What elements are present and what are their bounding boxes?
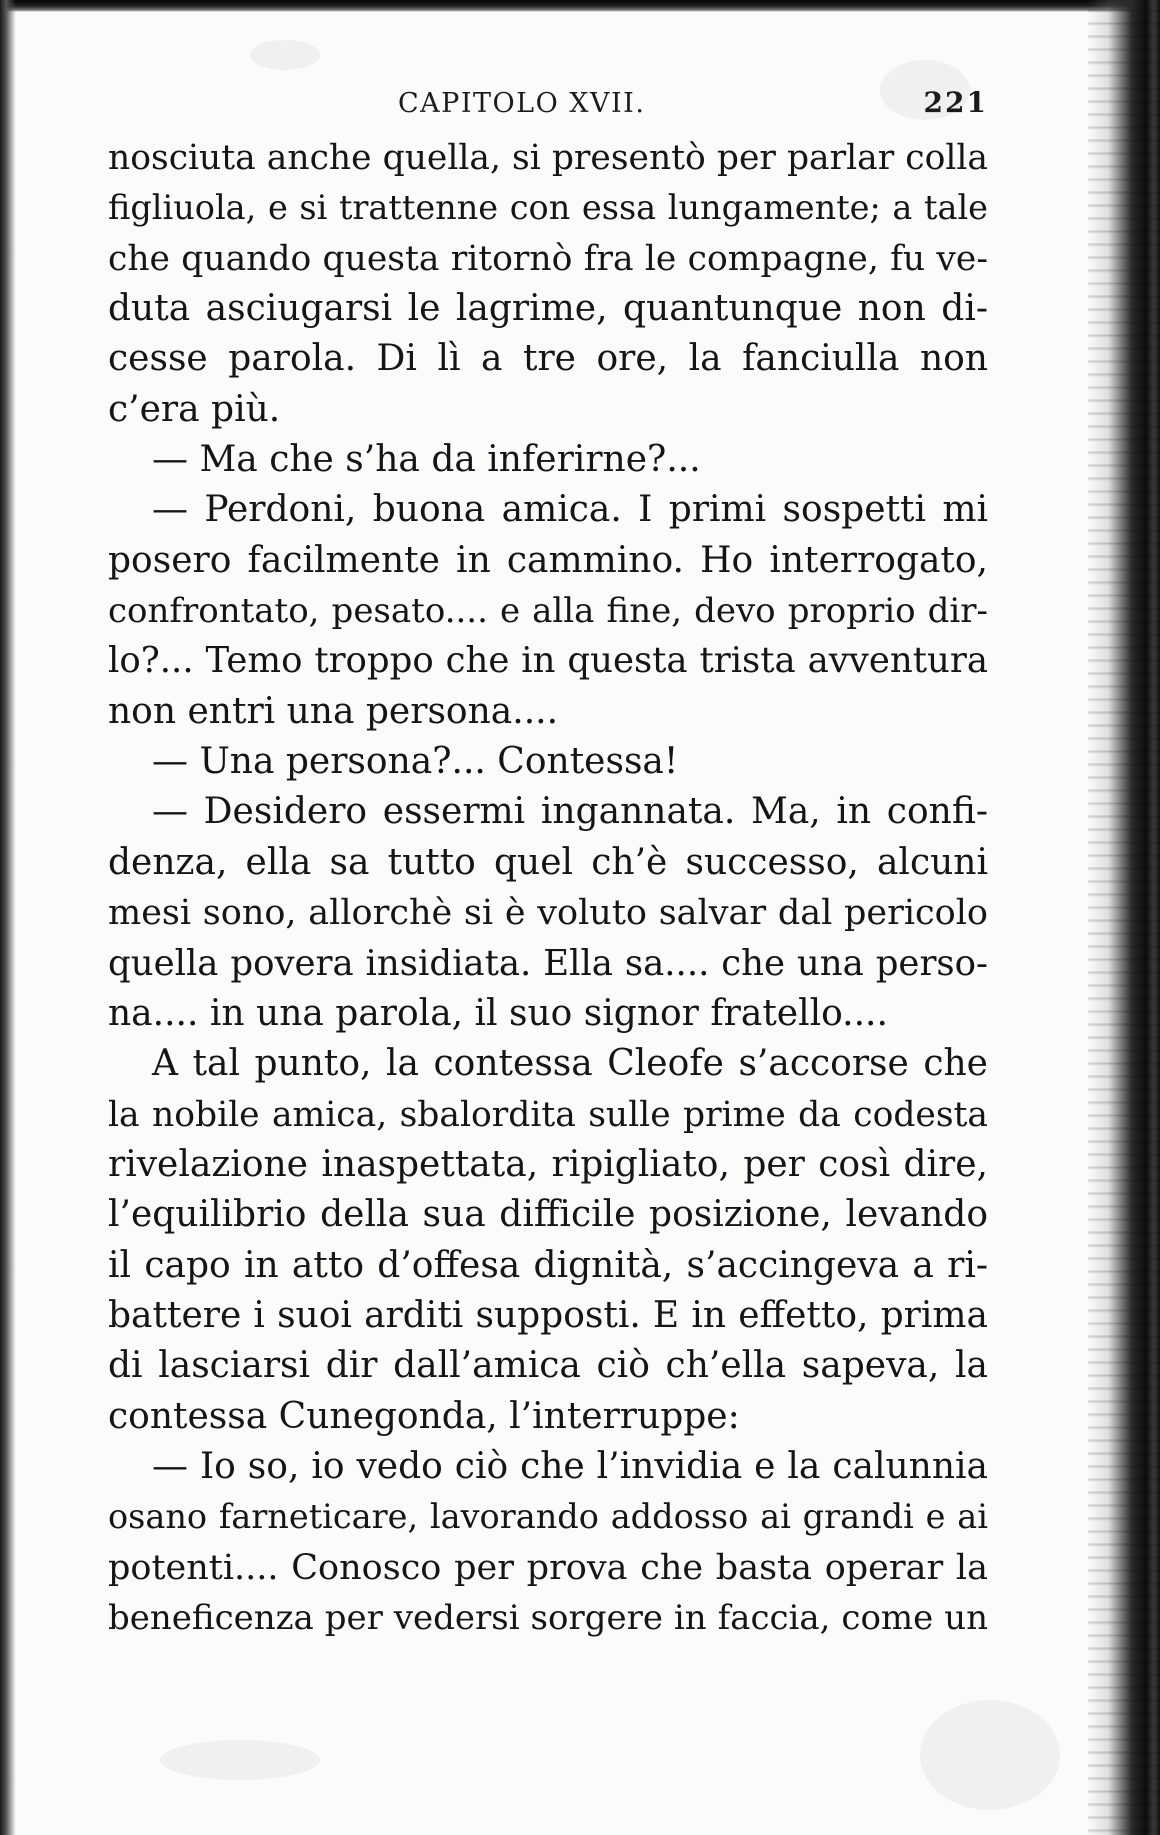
text-line: di lasciarsi dir dall’amica ciò ch’ella sapeva, la <box>108 1345 988 1387</box>
text-line: il capo in atto d’offesa dignità, s’accingeva a ri- <box>108 1244 988 1286</box>
body-text <box>108 133 988 1643</box>
text-line: l’equilibrio della sua difficile posizione, levando <box>108 1194 988 1236</box>
text-line: mesi sono, allorchè si è voluto salvar dal pericolo <box>108 893 988 934</box>
paper-smudge <box>920 1700 1060 1810</box>
text-line: osano farneticare, lavorando addosso ai grandi e ai <box>108 1497 988 1537</box>
dialogue-line: — Io so, io vedo ciò che l’invidia e la calunnia <box>152 1445 988 1487</box>
paper-smudge <box>160 1740 320 1780</box>
dialogue-line: — Desidero essermi ingannata. Ma, in confi- <box>152 791 988 833</box>
running-head <box>108 82 988 122</box>
text-line: figliuola, e si trattenne con essa lungamente; a tale <box>108 188 988 228</box>
text-line: denza, ella sa tutto quel ch’è successo, alcuni <box>108 841 988 883</box>
paragraph-start-line: A tal punto, la contessa Cleofe s’accorse che <box>152 1043 988 1085</box>
text-line: beneficenza per vedersi sorgere in faccia, come un <box>108 1597 988 1638</box>
scan-top-edge <box>0 0 1160 12</box>
text-line: quella povera insidiata. Ella sa.... che una perso- <box>108 942 988 984</box>
chapter-title: CAPITOLO XVII. <box>398 88 646 119</box>
scan-left-edge <box>0 0 16 1835</box>
paper-smudge <box>250 40 320 70</box>
text-line: c’era più. <box>108 388 281 430</box>
text-line: che quando questa ritornò fra le compagne, fu ve- <box>108 238 988 279</box>
text-line: cesse parola. Di lì a tre ore, la fanciulla non <box>108 338 988 380</box>
text-line: la nobile amica, sbalordita sulle prime da codesta <box>108 1094 988 1135</box>
text-line: na.... in una parola, il suo signor fratello.... <box>108 992 888 1034</box>
text-line: duta asciugarsi le lagrime, quantunque non di- <box>108 288 988 330</box>
page-number: 221 <box>923 86 988 119</box>
text-line: confrontato, pesato.... e alla fine, devo proprio dir- <box>108 591 988 632</box>
text-line: contessa Cunegonda, l’interruppe: <box>108 1395 740 1437</box>
text-line: lo?... Temo troppo che in questa trista avventura <box>108 640 988 682</box>
text-line: non entri una persona.... <box>108 690 559 732</box>
dialogue-line: — Una persona?... Contessa! <box>152 741 679 783</box>
dialogue-line: — Perdoni, buona amica. I primi sospetti mi <box>152 489 988 531</box>
text-line: posero facilmente in cammino. Ho interrogato, <box>108 539 988 581</box>
text-line: nosciuta anche quella, si presentò per parlar colla <box>108 138 988 178</box>
text-line: rivelazione inaspettata, ripigliato, per così dire, <box>108 1143 988 1185</box>
text-line: battere i suoi arditi supposti. E in effetto, prima <box>108 1294 988 1336</box>
dialogue-line: — Ma che s’ha da inferirne?... <box>152 439 701 481</box>
text-line: potenti.... Conosco per prova che basta operar la <box>108 1547 988 1588</box>
book-spine-shadow <box>1088 0 1160 1835</box>
